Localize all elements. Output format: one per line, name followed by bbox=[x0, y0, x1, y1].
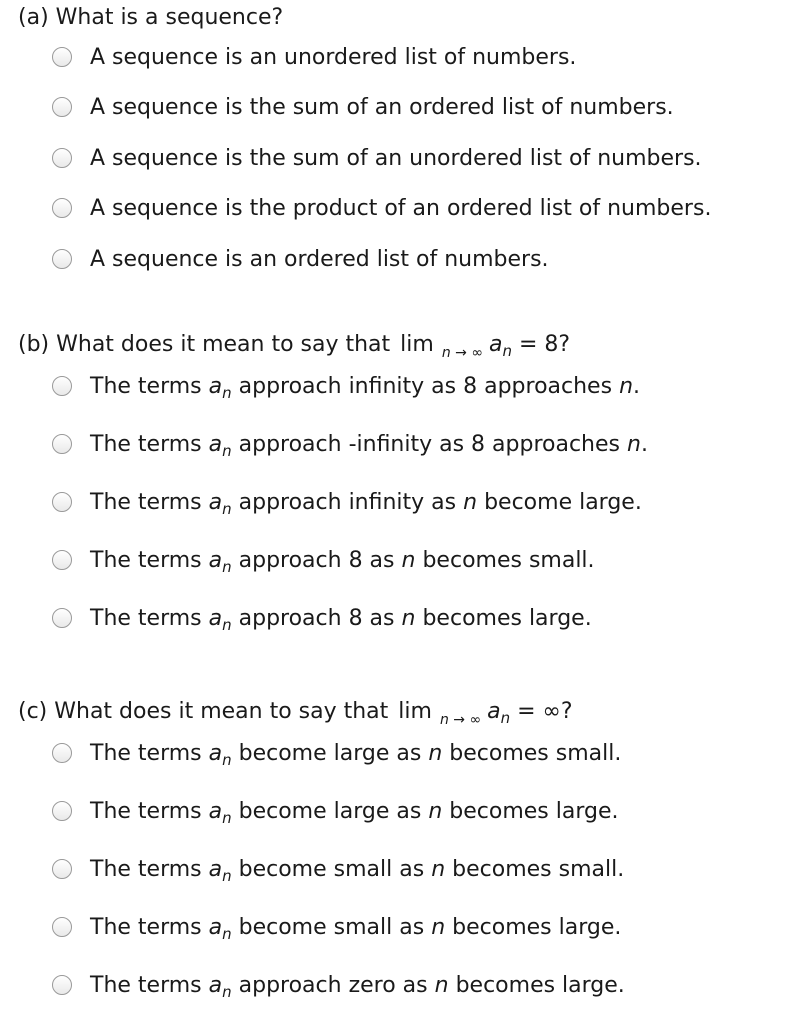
radio-button[interactable] bbox=[52, 608, 72, 628]
term-symbol: $a_n$ bbox=[487, 699, 511, 727]
option-b3[interactable] bbox=[52, 487, 642, 517]
radio-button[interactable] bbox=[52, 198, 72, 218]
option-text: The terms $a_n$ approach 8 as n becomes small. bbox=[90, 547, 595, 576]
option-b4[interactable] bbox=[52, 545, 595, 575]
question-prefix: (c) What does it mean to say that bbox=[18, 699, 389, 724]
radio-button[interactable] bbox=[52, 975, 72, 995]
option-a3[interactable] bbox=[52, 143, 702, 173]
radio-button[interactable] bbox=[52, 97, 72, 117]
radio-button[interactable] bbox=[52, 859, 72, 879]
lim-text: lim bbox=[400, 332, 434, 357]
radio-button[interactable] bbox=[52, 492, 72, 512]
radio-button[interactable] bbox=[52, 47, 72, 67]
limit-subscript: n → ∞ bbox=[441, 345, 483, 361]
option-text: The terms $a_n$ become small as n becomes large. bbox=[90, 914, 622, 943]
limit-value: = ∞? bbox=[517, 699, 573, 724]
limit-value: = 8? bbox=[519, 332, 571, 357]
option-b1[interactable] bbox=[52, 371, 640, 401]
option-text: The terms $a_n$ become large as n becomes large. bbox=[90, 798, 619, 827]
option-c4[interactable] bbox=[52, 912, 621, 942]
option-text: A sequence is an ordered list of numbers. bbox=[90, 246, 549, 272]
option-text: The terms $a_n$ approach -infinity as 8 approaches n. bbox=[90, 431, 648, 460]
radio-button[interactable] bbox=[52, 801, 72, 821]
radio-button[interactable] bbox=[52, 917, 72, 937]
option-text: The terms $a_n$ approach zero as n becomes large. bbox=[90, 972, 625, 1001]
option-text: A sequence is the product of an ordered list of numbers. bbox=[90, 195, 712, 221]
question-prefix: (b) What does it mean to say that bbox=[18, 332, 391, 357]
option-b5[interactable] bbox=[52, 603, 592, 633]
option-text: The terms $a_n$ become small as n becomes small. bbox=[90, 856, 625, 885]
question-b-label bbox=[18, 332, 571, 361]
option-c3[interactable] bbox=[52, 854, 624, 884]
option-c5[interactable] bbox=[52, 970, 625, 1000]
radio-button[interactable] bbox=[52, 148, 72, 168]
question-c-label bbox=[18, 699, 573, 728]
option-c1[interactable] bbox=[52, 738, 621, 768]
option-a5[interactable] bbox=[52, 244, 549, 274]
option-text: The terms $a_n$ approach infinity as 8 approaches n. bbox=[90, 373, 641, 402]
option-c2[interactable] bbox=[52, 796, 619, 826]
option-text: A sequence is the sum of an ordered list of numbers. bbox=[90, 94, 674, 120]
option-a1[interactable] bbox=[52, 42, 576, 72]
option-a4[interactable] bbox=[52, 193, 711, 223]
term-symbol: $a_n$ bbox=[489, 332, 512, 360]
radio-button[interactable] bbox=[52, 434, 72, 454]
lim-text: lim bbox=[398, 699, 432, 724]
option-b2[interactable] bbox=[52, 429, 648, 459]
question-a-label: (a) What is a sequence? bbox=[18, 5, 284, 30]
option-text: A sequence is the sum of an unordered list of numbers. bbox=[90, 145, 702, 171]
limit-subscript: n → ∞ bbox=[439, 712, 482, 728]
radio-button[interactable] bbox=[52, 376, 72, 396]
option-text: The terms $a_n$ become large as n becomes small. bbox=[90, 740, 622, 769]
option-text: The terms $a_n$ approach infinity as n become large. bbox=[90, 489, 642, 518]
option-text: A sequence is an unordered list of numbers. bbox=[90, 44, 577, 70]
radio-button[interactable] bbox=[52, 550, 72, 570]
option-a2[interactable] bbox=[52, 92, 674, 122]
option-text: The terms $a_n$ approach 8 as n becomes large. bbox=[90, 605, 592, 634]
radio-button[interactable] bbox=[52, 249, 72, 269]
radio-button[interactable] bbox=[52, 743, 72, 763]
